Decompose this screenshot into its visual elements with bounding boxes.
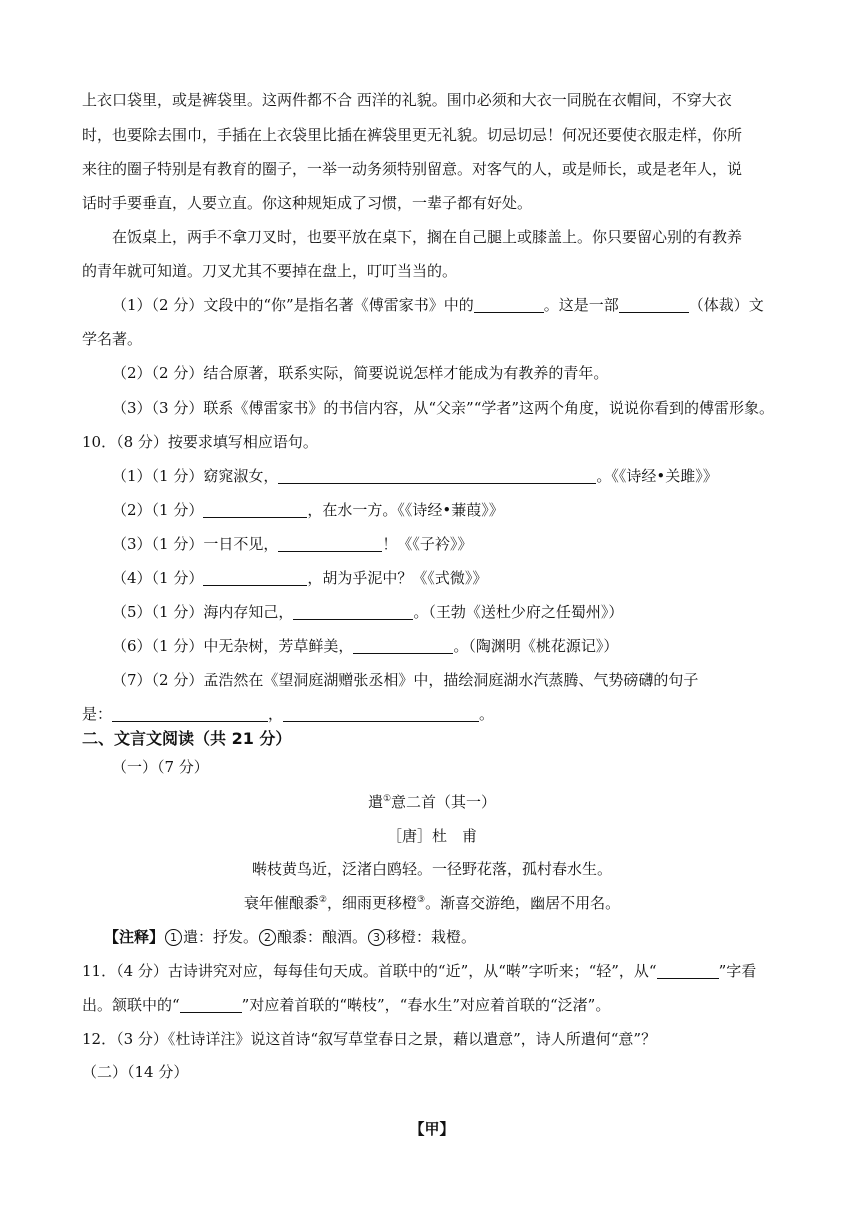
circled-number: 1 bbox=[165, 929, 182, 946]
q9-sub2: （2）（2 分）结合原著，联系实际，简要说说怎样才能成为有教养的青年。 bbox=[112, 364, 609, 382]
q11-line-1 bbox=[82, 961, 782, 981]
answer-blank[interactable] bbox=[293, 603, 413, 620]
poem-title-a: 遣 bbox=[367, 793, 383, 811]
part-two-label: （二）（14 分） bbox=[82, 1063, 189, 1081]
passage-line-3: 来往的圈子特别是有教育的圈子，一举一动务须特别留意。对客气的人，或是师长，或是老年人，说 bbox=[82, 160, 743, 178]
answer-blank[interactable] bbox=[619, 296, 689, 313]
circled-number: 2 bbox=[259, 929, 276, 946]
passage-line-2: 时，也要除去围巾，手插在上衣袋里比插在裤袋里更无礼貌。切忌切忌！何况还要使衣服走样，你所 bbox=[82, 126, 743, 144]
answer-blank[interactable] bbox=[278, 535, 382, 552]
answer-blank[interactable] bbox=[353, 637, 453, 654]
q10-item-3-source: ！《《子衿》》 bbox=[382, 535, 473, 553]
footnote-marker: ② bbox=[318, 895, 327, 905]
poem-line-2-b: ，细雨更移橙 bbox=[326, 894, 417, 912]
answer-blank[interactable] bbox=[283, 705, 479, 722]
note-text: 遣：抒发。 bbox=[183, 928, 259, 946]
answer-blank[interactable] bbox=[180, 996, 242, 1013]
q11-text-d: ”对应着首联的“啭枝”，“春水生”对应着首联的“泛渚”。 bbox=[241, 996, 611, 1014]
q11-text-a: 11．（4 分）古诗讲究对应，每每佳句天成。首联中的“近”，从“啭”字听来；“轻”，从“ bbox=[82, 962, 657, 980]
q9-sub1-text-c: （体裁）文 bbox=[688, 296, 764, 314]
q10-item-7-answer bbox=[82, 704, 782, 724]
note-text: 移橙：栽橙。 bbox=[386, 928, 477, 946]
answer-blank[interactable] bbox=[657, 962, 719, 979]
poem-author: ［唐］杜 甫 bbox=[386, 827, 477, 845]
q10-item-7: （7）（2 分）孟浩然在《望洞庭湖赠张丞相》中，描绘洞庭湖水汽蒸腾、气势磅礴的句子 bbox=[112, 671, 699, 689]
passage-line-1: 上衣口袋里，或是裤袋里。这两件都不合 西洋的礼貌。围巾必须和大衣一同脱在衣帽间，不穿大衣 bbox=[82, 91, 732, 109]
passage-line-6: 的青年就可知道。刀叉尤其不要掉在盘上，叮叮当当的。 bbox=[82, 262, 458, 280]
passage-line-5: 在饭桌上，两手不拿刀叉时，也要平放在桌下，搁在自己腿上或膝盖上。你只要留心别的有教养 bbox=[112, 228, 743, 246]
q10-item-3 bbox=[112, 534, 782, 554]
q10-item-2-source: ，在水一方。《《诗经•蒹葭》》 bbox=[307, 501, 504, 519]
q9-sub3: （3）（3 分）联系《傅雷家书》的书信内容，从“父亲”“学者”这两个角度，说说你看到的傅雷形象。 bbox=[112, 399, 775, 417]
q10-item-2 bbox=[112, 500, 782, 520]
q10-item-4-source: ，胡为乎泥中？《《式微》》 bbox=[307, 569, 488, 587]
q10-item-5-source: 。（王勃《送杜少府之任蜀州》） bbox=[413, 603, 624, 621]
comma: ， bbox=[268, 705, 284, 723]
poem-line-2-a: 衰年催酿黍 bbox=[243, 894, 319, 912]
poem-line-2 bbox=[82, 893, 782, 913]
q10-item-6-text: （6）（1 分）中无杂树，芳草鲜美， bbox=[112, 637, 354, 655]
poem-notes bbox=[104, 927, 782, 947]
answer-blank[interactable] bbox=[474, 296, 544, 313]
footnote-marker: ③ bbox=[417, 895, 426, 905]
text-jia-label: 【甲】 bbox=[409, 1120, 455, 1138]
passage-line-4: 话时手要垂直，人要立直。你这种规矩成了习惯，一辈子都有好处。 bbox=[82, 194, 533, 212]
circled-number: 3 bbox=[368, 929, 385, 946]
q9-sub1 bbox=[112, 295, 782, 315]
q10-item-6-source: 。（陶渊明《桃花源记》） bbox=[453, 637, 619, 655]
section-heading: 二、文言文阅读（共 21 分） bbox=[82, 729, 292, 748]
q10-item-6 bbox=[112, 636, 782, 656]
q10-item-4-text: （4）（1 分） bbox=[112, 569, 204, 587]
poem-title bbox=[82, 792, 782, 812]
q11-text-c: 出。颔联中的“ bbox=[82, 996, 180, 1014]
poem-title-b: 意二首（其一） bbox=[391, 793, 497, 811]
poem-line-2-c: 。渐喜交游绝，幽居不用名。 bbox=[425, 894, 621, 912]
q9-sub1-cont: 学名著。 bbox=[82, 330, 143, 348]
q10-item-7-label: 是： bbox=[82, 705, 113, 723]
poem-line-1: 啭枝黄鸟近，泛渚白鸥轻。一径野花落，孤村春水生。 bbox=[251, 860, 612, 878]
q10-item-1-source: 。《《诗经•关雎》》 bbox=[596, 467, 718, 485]
q11-line-2 bbox=[82, 995, 782, 1015]
notes-label: 【注释】 bbox=[104, 928, 165, 946]
q10-item-5-text: （5）（1 分）海内存知己， bbox=[112, 603, 294, 621]
q10-item-3-text: （3）（1 分）一日不见， bbox=[112, 535, 279, 553]
answer-blank[interactable] bbox=[203, 501, 307, 518]
q10-item-1-text: （1）（1 分）窈窕淑女， bbox=[112, 467, 279, 485]
footnote-marker: ① bbox=[382, 794, 392, 804]
q12: 12．（3 分）《杜诗详注》说这首诗“叙写草堂春日之景，藉以遣意”，诗人所遣何“意”？ bbox=[82, 1030, 657, 1048]
period: 。 bbox=[479, 705, 495, 723]
q9-sub1-text-a: （1）（2 分）文段中的“你”是指名著《傅雷家书》中的 bbox=[112, 296, 474, 314]
q10-item-2-text: （2）（1 分） bbox=[112, 501, 204, 519]
answer-blank[interactable] bbox=[278, 467, 596, 484]
part-one-label: （一）（7 分） bbox=[112, 758, 209, 776]
answer-blank[interactable] bbox=[112, 705, 268, 722]
note-text: 酿黍：酿酒。 bbox=[277, 928, 368, 946]
q10-item-1 bbox=[112, 466, 782, 486]
q9-sub1-text-b: 。这是一部 bbox=[543, 296, 619, 314]
q10-title: 10．（8 分）按要求填写相应语句。 bbox=[82, 433, 318, 451]
q10-item-4 bbox=[112, 568, 782, 588]
q11-text-b: ”字看 bbox=[718, 962, 757, 980]
answer-blank[interactable] bbox=[203, 569, 307, 586]
q10-item-5 bbox=[112, 602, 782, 622]
